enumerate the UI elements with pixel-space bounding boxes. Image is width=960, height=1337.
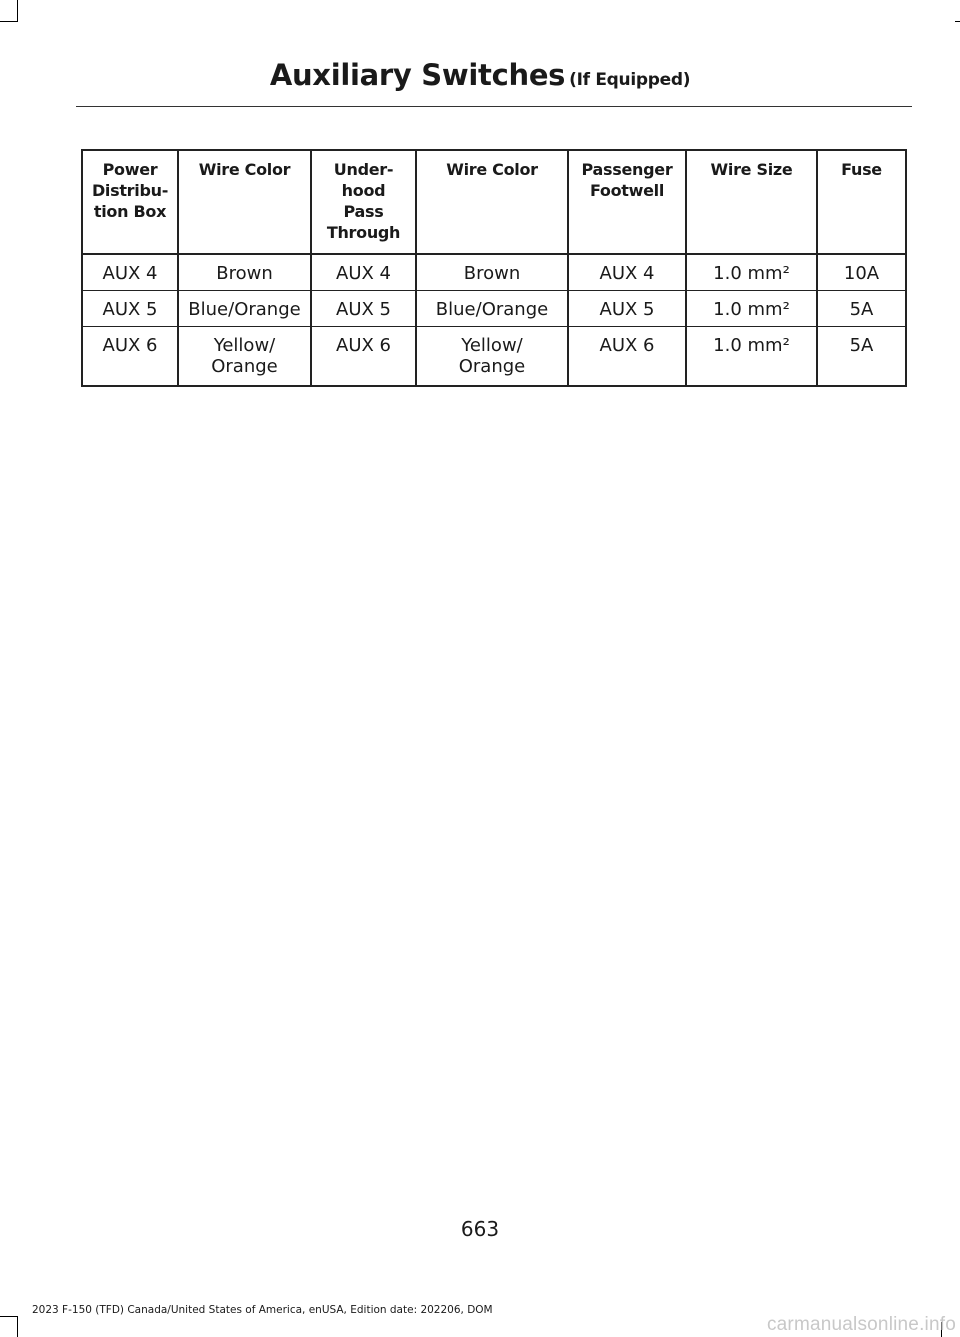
table-cell [82,291,178,327]
cell-text: Yellow/ [213,335,276,356]
table-cell [686,254,817,291]
table-cell [416,291,568,327]
column-header-line: Passenger [581,160,673,179]
table-cell [686,327,817,387]
column-header-line: hood [341,181,386,200]
cell-text: AUX 5 [336,299,391,320]
table-cell [817,254,906,291]
edition-footer: 2023 F-150 (TFD) Canada/United States of America, enUSA, Edition date: 202206, DOM [32,1304,493,1316]
table-cell [416,327,568,387]
cell-text: Brown [216,263,273,284]
table-cell [817,291,906,327]
table-cell [178,291,311,327]
crop-mark-top-left-h [0,21,18,22]
cell-text: Blue/Orange [188,299,301,320]
table-cell [568,327,686,387]
cell-text: Orange [211,356,278,377]
table-cell [416,254,568,291]
header-rule [76,106,912,107]
column-header-line: tion Box [93,202,167,221]
cell-text: 1.0 mm² [713,335,790,356]
table-cell [686,291,817,327]
table-cell [311,254,416,291]
column-header-line: Pass [343,202,384,221]
table-row [82,254,906,291]
cell-text: AUX 6 [336,335,391,356]
column-header [311,150,416,254]
column-header [686,150,817,254]
column-header-line: Under- [333,160,394,179]
auxiliary-switch-wiring-table [81,149,907,387]
cell-text: AUX 5 [102,299,158,320]
table-cell [568,254,686,291]
table-cell [311,327,416,387]
page-header [0,58,960,92]
cell-text: Blue/Orange [435,299,549,320]
table-cell [311,291,416,327]
column-header [568,150,686,254]
watermark: carmanualsonline.info [766,1314,956,1335]
cell-text: 10A [843,263,880,284]
table-cell [817,327,906,387]
column-header-line: Distribu- [91,181,169,200]
cell-text: 5A [849,335,874,356]
cell-text: Brown [463,263,521,284]
cell-text: 5A [849,299,874,320]
column-header-line: Fuse [841,160,882,179]
cell-text: AUX 6 [102,335,158,356]
table-cell [82,327,178,387]
table-cell [178,327,311,387]
table-cell [178,254,311,291]
page-subtitle: (If Equipped) [569,70,691,90]
column-header-line: Power [102,160,158,179]
column-header [416,150,568,254]
table-cell [568,291,686,327]
crop-mark-top-right-h [955,21,960,22]
table-header-row [82,150,906,254]
column-header-line: Wire Color [446,160,538,179]
column-header [817,150,906,254]
cell-text: AUX 5 [599,299,655,320]
table-body [82,254,906,386]
table-row [82,327,906,387]
cell-text: AUX 6 [599,335,655,356]
cell-text: AUX 4 [599,263,655,284]
crop-mark-top-left-v [17,0,18,22]
column-header [82,150,178,254]
cell-text: 1.0 mm² [713,299,790,320]
cell-text: 1.0 mm² [713,263,790,284]
crop-mark-bottom-left-h [0,1316,18,1317]
column-header [178,150,311,254]
page-title: Auxiliary Switches [269,58,566,92]
cell-text: Yellow/ [461,335,523,356]
page-number: 663 [460,1217,500,1241]
column-header-line: Wire Color [198,160,291,179]
column-header-line: Wire Size [710,160,793,179]
cell-text: AUX 4 [102,263,158,284]
table-cell [82,254,178,291]
column-header-line: Through [326,223,401,242]
cell-text: Orange [458,356,526,377]
column-header-line: Footwell [589,181,665,200]
cell-text: AUX 4 [336,263,391,284]
crop-mark-bottom-left-v [17,1316,18,1337]
table-row [82,291,906,327]
